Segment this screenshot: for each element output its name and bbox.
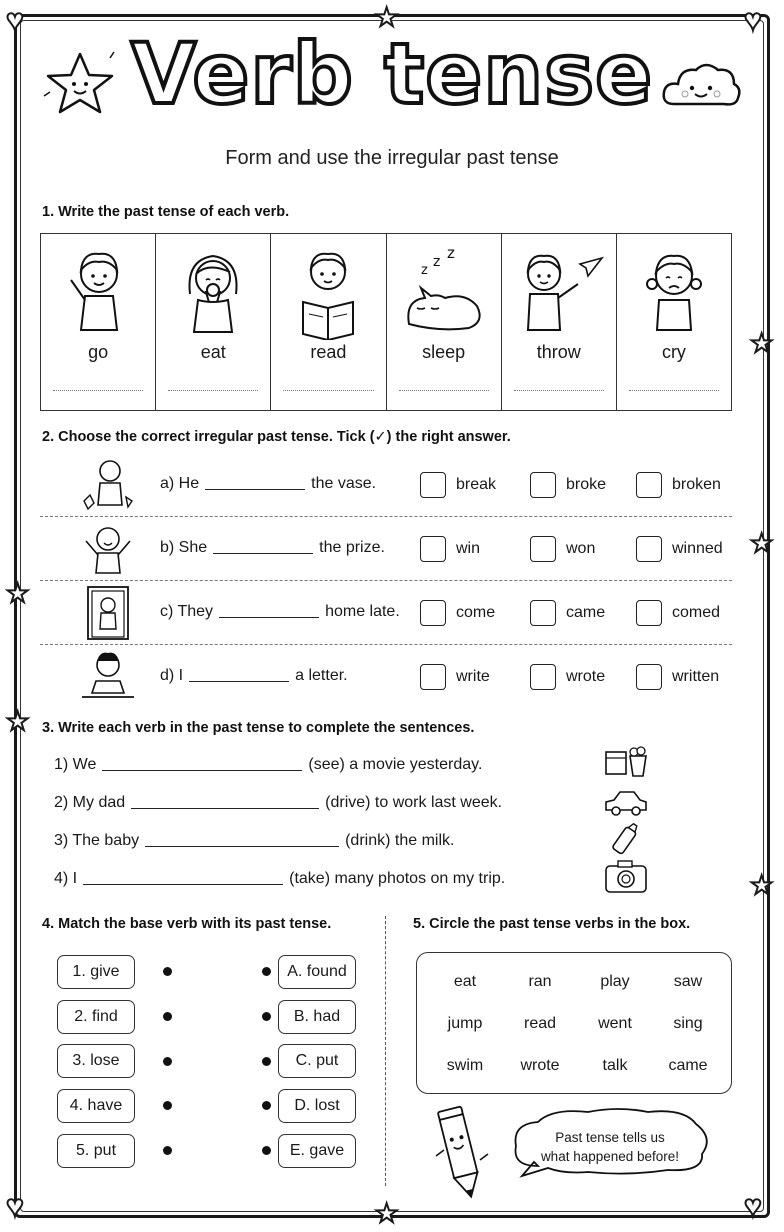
match-left-item[interactable]: 5. put <box>57 1134 135 1168</box>
word-item[interactable]: talk <box>602 1057 628 1074</box>
section2-heading: 2. Choose the correct irregular past tense. Tick (✓) the right answer. <box>42 429 511 445</box>
word-item[interactable]: read <box>523 1015 557 1032</box>
answer-blank[interactable] <box>145 846 339 847</box>
option-checkbox[interactable]: break <box>420 472 496 498</box>
car-icon <box>602 784 650 820</box>
answer-blank[interactable] <box>205 489 305 490</box>
option-checkbox[interactable]: broken <box>636 472 721 498</box>
question-text: a) He the vase. <box>160 475 377 492</box>
word-item[interactable]: eat <box>453 973 477 990</box>
section3-heading: 3. Write each verb in the past tense to complete the sentences. <box>42 720 475 736</box>
answer-blank[interactable] <box>189 681 289 682</box>
star-icon: ★ <box>375 2 399 32</box>
checkbox[interactable] <box>420 600 446 626</box>
boy-broken-vase-icon <box>80 457 136 513</box>
heart-icon: ♥ <box>744 4 762 37</box>
option-checkbox[interactable]: comed <box>636 600 720 626</box>
heart-icon: ♥ <box>6 1190 24 1223</box>
question-text: c) They home late. <box>160 603 400 620</box>
match-dot[interactable] <box>163 1146 172 1155</box>
option-checkbox[interactable]: come <box>420 600 495 626</box>
match-dot[interactable] <box>262 1101 271 1110</box>
star-icon: ★ <box>375 1198 399 1228</box>
star-icon: ★ <box>750 528 774 558</box>
word-item[interactable]: sing <box>673 1015 703 1032</box>
question-row <box>40 453 732 517</box>
answer-blank[interactable] <box>213 553 313 554</box>
match-dot[interactable] <box>262 1146 271 1155</box>
match-left-item[interactable]: 2. find <box>57 1000 135 1034</box>
answer-line[interactable] <box>629 390 719 391</box>
verb-cell-cry <box>617 234 731 410</box>
option-checkbox[interactable]: win <box>420 536 480 562</box>
popcorn-icon <box>602 742 650 778</box>
heart-icon: ♥ <box>6 4 24 37</box>
baby-bottle-icon <box>602 820 650 856</box>
verb-cell-read <box>271 234 386 410</box>
option-checkbox[interactable]: written <box>636 664 719 690</box>
match-dot[interactable] <box>163 1012 172 1021</box>
answer-line[interactable] <box>514 390 604 391</box>
boy-waving-icon <box>63 244 133 340</box>
question-row <box>40 645 732 709</box>
answer-line[interactable] <box>168 390 258 391</box>
word-item[interactable]: wrote <box>520 1057 560 1074</box>
checkbox[interactable] <box>636 472 662 498</box>
checkbox[interactable] <box>420 664 446 690</box>
page-subtitle: Form and use the irregular past tense <box>225 147 559 169</box>
answer-line[interactable] <box>53 390 143 391</box>
checkbox[interactable] <box>636 664 662 690</box>
option-checkbox[interactable]: came <box>530 600 605 626</box>
answer-line[interactable] <box>399 390 489 391</box>
door-kid-icon <box>80 585 136 641</box>
word-item[interactable]: swim <box>446 1057 484 1074</box>
heart-icon: ♥ <box>744 1190 762 1223</box>
boy-reading-icon <box>293 244 363 340</box>
checkbox[interactable] <box>420 536 446 562</box>
match-right-item[interactable]: C. put <box>278 1044 356 1078</box>
verb-table <box>40 233 732 411</box>
answer-line[interactable] <box>283 390 373 391</box>
match-dot[interactable] <box>163 1057 172 1066</box>
checkbox[interactable] <box>636 536 662 562</box>
answer-blank[interactable] <box>102 770 302 771</box>
question-row <box>40 581 732 645</box>
question-text: b) She the prize. <box>160 539 385 556</box>
match-right-item[interactable]: D. lost <box>278 1089 356 1123</box>
svg-text:z: z <box>420 263 428 278</box>
sentence-line: 4) I (take) many photos on my trip. <box>54 870 506 887</box>
question-text: d) I a letter. <box>160 667 348 684</box>
checkbox[interactable] <box>530 664 556 690</box>
checkbox[interactable] <box>530 600 556 626</box>
star-icon: ★ <box>6 578 30 608</box>
section5-heading: 5. Circle the past tense verbs in the box. <box>413 916 691 932</box>
verb-cell-eat <box>156 234 271 410</box>
checkbox[interactable] <box>530 472 556 498</box>
word-item[interactable]: came <box>668 1057 708 1074</box>
word-item[interactable]: went <box>598 1015 632 1032</box>
option-checkbox[interactable]: broke <box>530 472 606 498</box>
answer-blank[interactable] <box>83 884 283 885</box>
word-box <box>416 952 732 1094</box>
word-item[interactable]: saw <box>673 973 703 990</box>
sentence-line: 3) The baby (drink) the milk. <box>54 832 455 849</box>
girl-eating-icecream-icon <box>178 244 248 340</box>
smiling-pencil-icon <box>428 1100 492 1204</box>
svg-text:z: z <box>432 254 440 270</box>
answer-blank[interactable] <box>219 617 319 618</box>
verb-cell-throw <box>502 234 617 410</box>
match-right-item[interactable]: E. gave <box>278 1134 356 1168</box>
match-dot[interactable] <box>262 967 271 976</box>
section-divider <box>385 916 386 1186</box>
star-icon: ★ <box>750 870 774 900</box>
verb-cell-sleep <box>387 234 502 410</box>
svg-text:z: z <box>446 244 455 262</box>
match-right-item[interactable]: B. had <box>278 1000 356 1034</box>
sleeping-cat-icon <box>399 244 489 340</box>
verb-word: cry <box>661 342 686 362</box>
word-item[interactable]: play <box>600 973 630 990</box>
match-dot[interactable] <box>262 1057 271 1066</box>
verb-word: read <box>310 342 347 362</box>
star-icon: ★ <box>750 328 774 358</box>
checkbox[interactable] <box>420 472 446 498</box>
option-checkbox[interactable]: winned <box>636 536 723 562</box>
verb-word: eat <box>200 342 226 362</box>
match-dot[interactable] <box>163 1101 172 1110</box>
verb-word: sleep <box>422 342 466 362</box>
girl-cheering-icon <box>80 521 136 577</box>
answer-blank[interactable] <box>131 808 319 809</box>
sentence-line: 1) We (see) a movie yesterday. <box>54 756 483 773</box>
word-item[interactable]: jump <box>447 1015 483 1032</box>
match-dot[interactable] <box>262 1012 271 1021</box>
checkbox[interactable] <box>530 536 556 562</box>
verb-cell-go <box>41 234 156 410</box>
option-checkbox[interactable]: wrote <box>530 664 605 690</box>
option-checkbox[interactable]: write <box>420 664 490 690</box>
option-checkbox[interactable]: won <box>530 536 595 562</box>
match-right-item[interactable]: A. found <box>278 955 356 989</box>
section4-heading: 4. Match the base verb with its past tense. <box>42 916 332 932</box>
star-icon: ★ <box>6 706 30 736</box>
verb-word: throw <box>536 342 581 362</box>
verb-word: go <box>88 342 109 362</box>
camera-icon <box>602 858 650 894</box>
sentence-line: 2) My dad (drive) to work last week. <box>54 794 503 811</box>
question-row <box>40 517 732 581</box>
match-dot[interactable] <box>163 967 172 976</box>
speech-bubble-text: Past tense tells us what happened before! <box>540 1130 680 1164</box>
page-title: Verb tense <box>130 25 654 123</box>
match-left-item[interactable]: 4. have <box>57 1089 135 1123</box>
section1-heading: 1. Write the past tense of each verb. <box>42 204 290 220</box>
word-item[interactable]: ran <box>528 973 552 990</box>
boy-writing-icon <box>80 649 136 705</box>
match-left-item[interactable]: 3. lose <box>57 1044 135 1078</box>
boy-throwing-plane-icon <box>514 244 604 340</box>
checkbox[interactable] <box>636 600 662 626</box>
match-left-item[interactable]: 1. give <box>57 955 135 989</box>
girl-crying-icon <box>639 244 709 340</box>
